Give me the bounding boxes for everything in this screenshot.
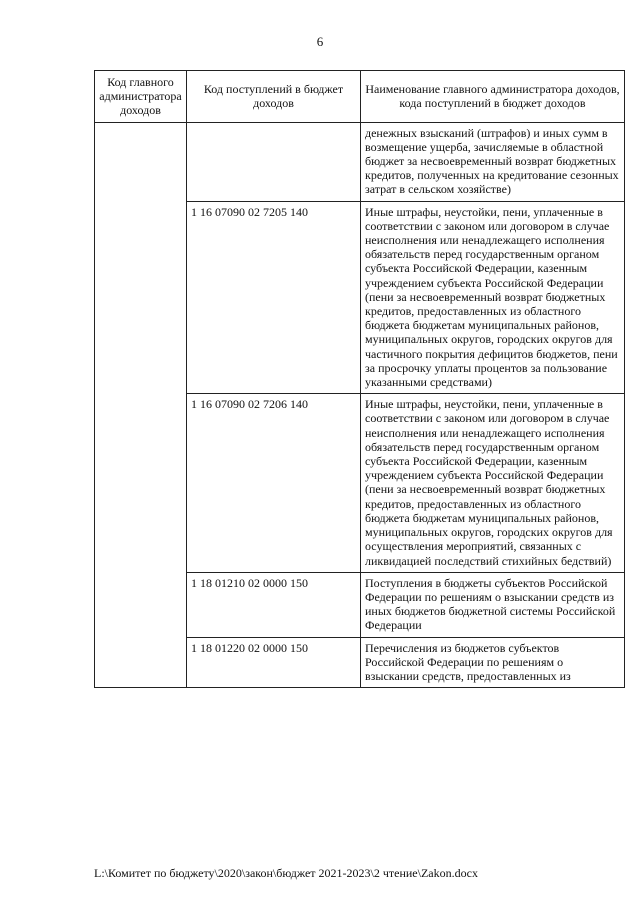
page-number: 6 [316,34,324,49]
revenue-code-cell: 1 18 01220 02 0000 150 [187,637,361,688]
revenue-code-cell: 1 16 07090 02 7206 140 [187,394,361,572]
name-cell: Иные штрафы, неустойки, пени, уплаченные в соответствии с законом или договором в случае неисполнения или ненадлежащего исполнения обязательств перед государственным органом субъекта Российской Федерации, казенным учреждением субъекта Российской Федерации (пени за несвоевременный возврат бюджетных кредитов, предоставленных из областного бюджета бюджетам муниципальных районов, муниципальных округов, городских округов для осуществления мероприятий, связанных с ликвидацией последствий стихийных бедствий) [361,394,625,572]
name-cell: Перечисления из бюджетов субъектов Российской Федерации по решениям о взыскании средств, предоставленных из [361,637,625,688]
table-row [95,122,625,201]
revenue-code-cell: 1 16 07090 02 7205 140 [187,201,361,394]
header-revenue-code: Код поступлений в бюджет доходов [187,71,361,123]
header-admin-code: Код главного администратора доходов [95,71,187,123]
revenue-code-cell: 1 18 01210 02 0000 150 [187,572,361,637]
name-cell: Иные штрафы, неустойки, пени, уплаченные в соответствии с законом или договором в случае неисполнения или ненадлежащего исполнения обязательств перед государственным органом субъекта Российской Федерации, казенным учреждением субъекта Российской Федерации (пени за несвоевременный возврат бюджетных кредитов, предоставленных из областного бюджета бюджетам муниципальных районов, муниципальных округов, городских округов для частичного покрытия дефицитов бюджетов, пени за просрочку уплаты процентов за пользование указанными средствами) [361,201,625,394]
revenue-code-cell [187,122,361,201]
name-cell: денежных взысканий (штрафов) и иных сумм в возмещение ущерба, зачисляемые в областной бюджет за несвоевременный возврат бюджетных кредитов, полученных на кредитование сезонных затрат в сельском хозяйстве) [361,122,625,201]
header-name: Наименование главного администратора доходов, кода поступлений в бюджет доходов [361,71,625,123]
table-header-row [95,71,625,123]
footer-file-path: L:\Комитет по бюджету\2020\закон\бюджет 2021-2023\2 чтение\Zakon.docx [94,866,478,880]
name-cell: Поступления в бюджеты субъектов Российской Федерации по решениям о взыскании средств из иных бюджетов бюджетной системы Российской Федерации [361,572,625,637]
revenue-codes-table [94,70,625,688]
admin-code-cell [95,122,187,688]
